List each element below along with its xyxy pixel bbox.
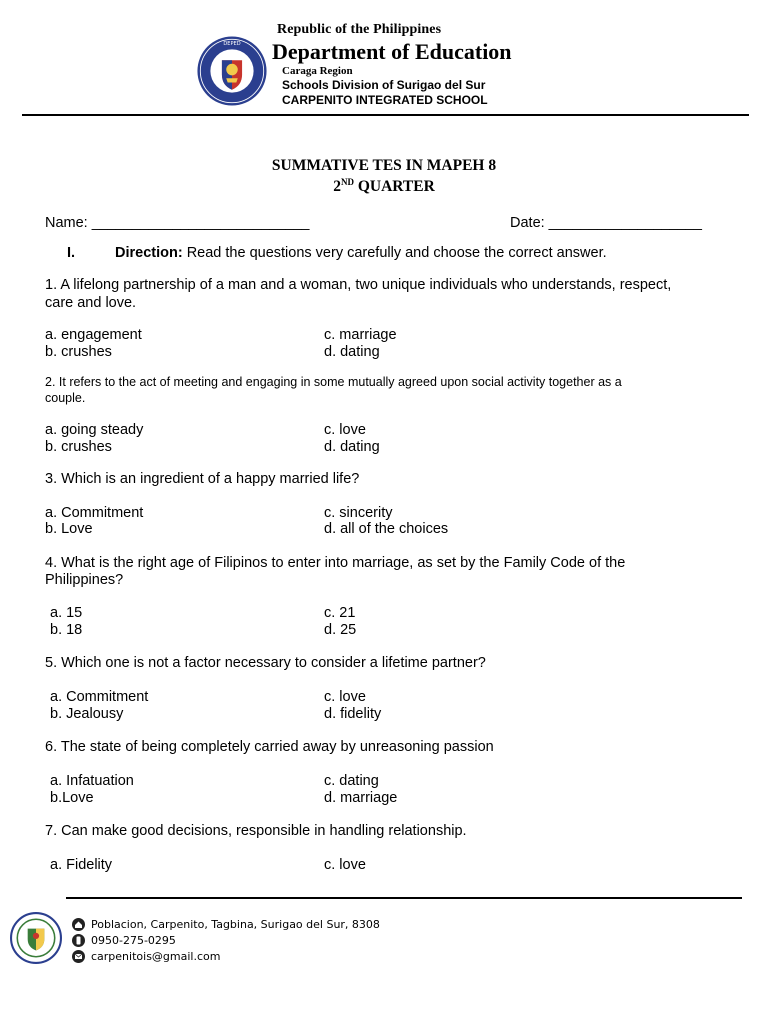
q5-choice-d: d. fidelity [324, 706, 382, 722]
direction-text: Read the questions very carefully and choose the correct answer. [182, 245, 607, 261]
q4-choice-a: a. 15 [50, 605, 83, 621]
q7-choice-a: a. Fidelity [50, 857, 113, 873]
header-divider [22, 114, 749, 116]
direction-label: Direction: [115, 245, 183, 261]
q2-choice-a: a. going steady [45, 422, 144, 438]
section-numeral: I. [67, 245, 76, 261]
q5-choice-c: c. love [324, 689, 366, 705]
q3-choice-d: d. all of the choices [324, 521, 449, 537]
question-2-line-1: 2. It refers to the act of meeting and engaging in some mutually agreed upon social activity together as a [45, 375, 622, 389]
test-title: SUMMATIVE TES IN MAPEH 8 [271, 157, 497, 174]
quarter-ordinal: ND [340, 177, 354, 187]
footer-divider [66, 897, 742, 899]
email-icon [72, 950, 85, 963]
q1-choice-a: a. engagement [45, 327, 142, 343]
footer-address: Poblacion, Carpenito, Tagbina, Surigao del Sur, 8308 [91, 918, 380, 931]
quarter-label: QUARTER [353, 178, 435, 195]
q2-choice-d: d. dating [324, 439, 380, 455]
q2-choice-c: c. love [324, 422, 366, 438]
question-2-line-2: couple. [45, 391, 86, 405]
q4-choice-b: b. 18 [50, 622, 83, 638]
svg-text:DEPED: DEPED [223, 41, 241, 48]
quarter-number: 2 [333, 178, 341, 195]
region-label: Caraga Region [282, 65, 353, 77]
question-1-line-1: 1. A lifelong partnership of a man and a woman, two unique individuals who understands, respect, [45, 277, 672, 293]
q2-choice-b: b. crushes [45, 439, 112, 455]
q6-choice-a: a. Infatuation [50, 773, 134, 789]
school-name: CARPENITO INTEGRATED SCHOOL [282, 93, 488, 107]
q5-choice-a: a. Commitment [50, 689, 149, 705]
q6-choice-d: d. marriage [324, 790, 398, 806]
quarter-title [0, 177, 768, 196]
q6-choice-c: c. dating [324, 773, 379, 789]
question-7-line-1: 7. Can make good decisions, responsible in handling relationship. [45, 823, 467, 839]
footer-email[interactable]: carpenitois@gmail.com [91, 950, 221, 963]
q4-choice-c: c. 21 [324, 605, 356, 621]
question-6-line-1: 6. The state of being completely carried away by unreasoning passion [45, 739, 494, 755]
q1-choice-c: c. marriage [324, 327, 397, 343]
question-1-line-2: care and love. [45, 295, 137, 311]
direction-line [115, 245, 607, 261]
division-label: Schools Division of Surigao del Sur [282, 78, 486, 92]
phone-icon [72, 934, 85, 947]
footer-phone: 0950-275-0295 [91, 934, 176, 947]
deped-seal-logo [196, 35, 268, 107]
q4-choice-d: d. 25 [324, 622, 357, 638]
q5-choice-b: b. Jealousy [50, 706, 124, 722]
name-field[interactable]: Name: ___________________________ [45, 215, 310, 231]
republic-label: Republic of the Philippines [277, 22, 442, 37]
q3-choice-a: a. Commitment [45, 505, 144, 521]
question-4-line-2: Philippines? [45, 572, 124, 588]
department-name: Department of Education [272, 39, 512, 64]
q3-choice-b: b. Love [45, 521, 93, 537]
q6-choice-b: b.Love [50, 790, 94, 806]
question-4-line-1: 4. What is the right age of Filipinos to enter into marriage, as set by the Family Code of the [45, 555, 626, 571]
school-logo [10, 912, 62, 964]
question-3-line-1: 3. Which is an ingredient of a happy married life? [45, 471, 360, 487]
q1-choice-d: d. dating [324, 344, 380, 360]
question-5-line-1: 5. Which one is not a factor necessary to consider a lifetime partner? [45, 655, 486, 671]
q3-choice-c: c. sincerity [324, 505, 393, 521]
q7-choice-c: c. love [324, 857, 366, 873]
q1-choice-b: b. crushes [45, 344, 112, 360]
home-icon [72, 918, 85, 931]
date-field[interactable]: Date: ___________________ [510, 215, 702, 231]
